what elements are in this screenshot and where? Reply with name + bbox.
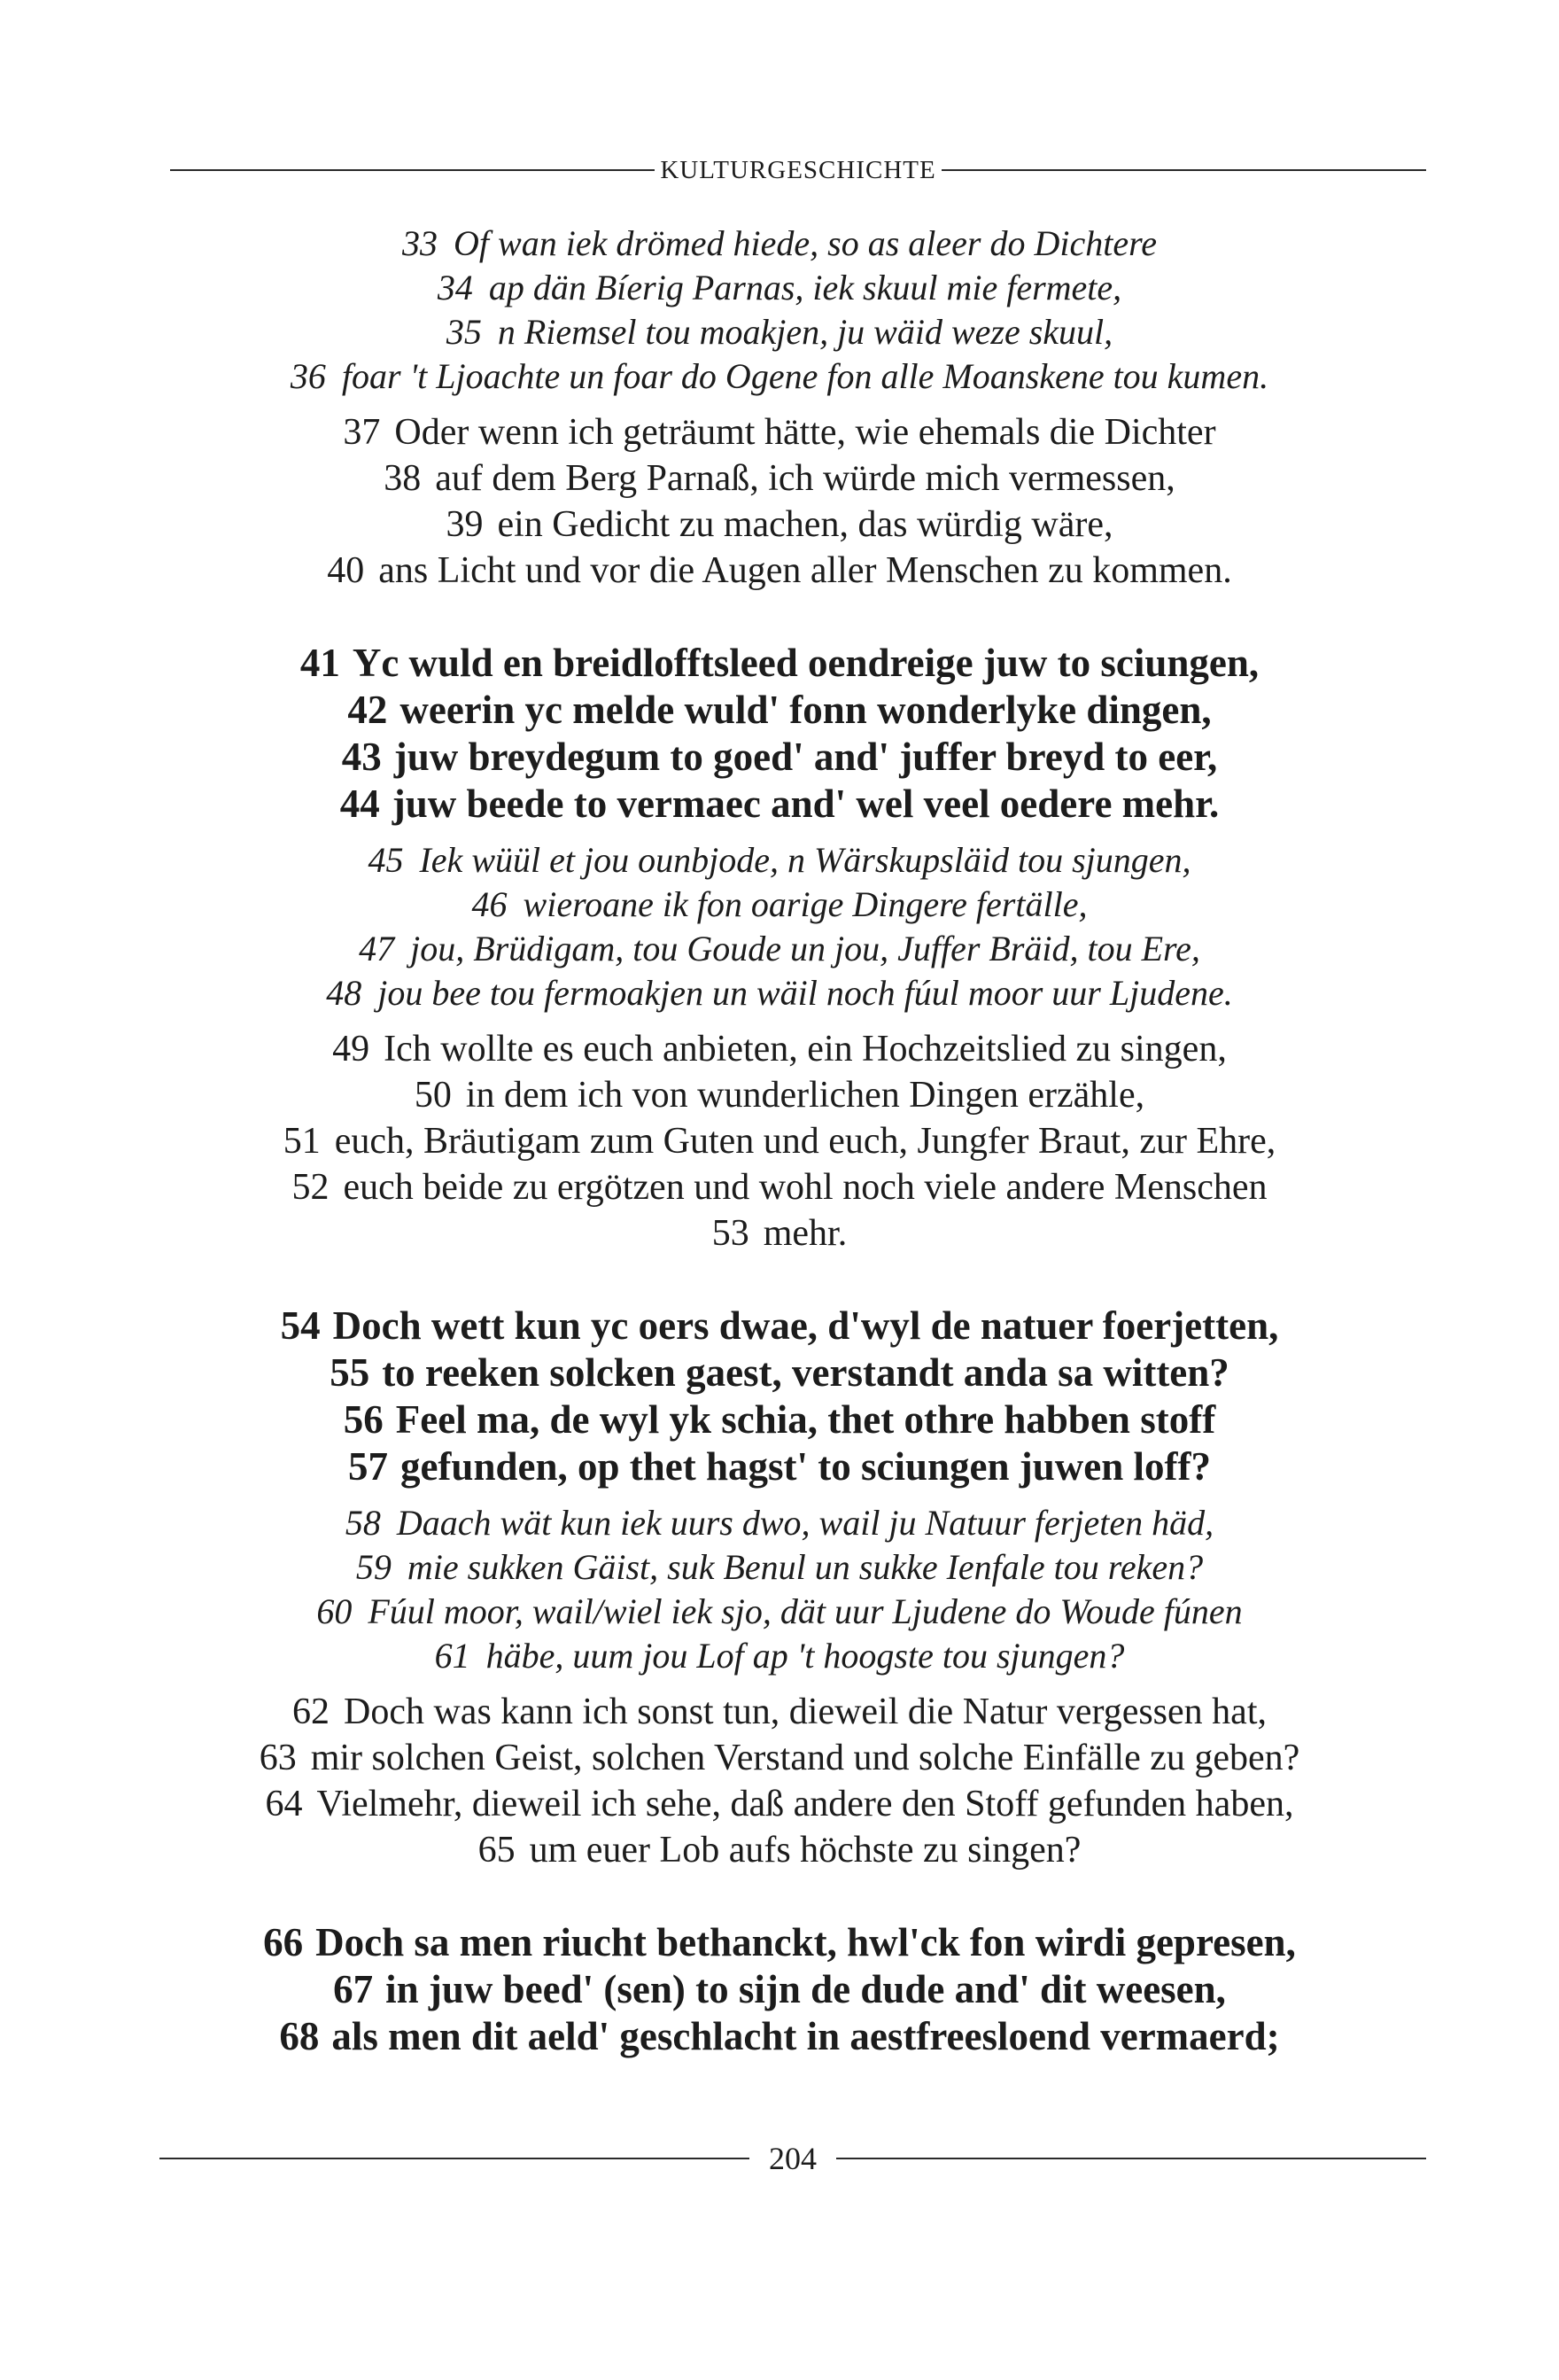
- line-number: 56: [343, 1397, 384, 1442]
- verse-text: Vielmehr, dieweil ich sehe, daß andere den Stoff gefunden haben,: [316, 1784, 1294, 1824]
- verse-line: [142, 310, 1417, 354]
- verse-line: [142, 1634, 1417, 1678]
- verse-line: [142, 781, 1417, 828]
- verse-line: [142, 971, 1417, 1015]
- verse-line: [142, 1396, 1417, 1443]
- line-number: 50: [414, 1075, 452, 1116]
- verse-text: mehr.: [763, 1213, 848, 1254]
- verse-line: [142, 266, 1417, 310]
- verse-line: [142, 1443, 1417, 1490]
- verse-line: [142, 1210, 1417, 1256]
- stanza-original-66-68: [142, 1919, 1417, 2060]
- line-number: 43: [341, 735, 382, 779]
- verse-line: [142, 1026, 1417, 1072]
- line-number: 60: [316, 1591, 353, 1631]
- verse-text: foar 't Ljoachte un foar do Ogene fon alle Moanskene tou kumen.: [341, 356, 1269, 396]
- verse-text: um euer Lob aufs höchste zu singen?: [529, 1830, 1082, 1871]
- verse-text: als men dit aeld' geschlacht in aestfreesloend vermaerd;: [331, 2014, 1280, 2058]
- verse-text: Oder wenn ich geträumt hätte, wie ehemals die Dichter: [394, 412, 1216, 453]
- poem-body: [142, 222, 1417, 2060]
- verse-line: [142, 222, 1417, 266]
- verse-line: [142, 734, 1417, 781]
- line-number: 46: [471, 884, 508, 924]
- line-number: 66: [263, 1920, 304, 1964]
- verse-text: Doch wett kun yc oers dwae, d'wyl de natuer foerjetten,: [332, 1303, 1279, 1348]
- stanza-original-41-44: [142, 640, 1417, 828]
- line-number: 36: [290, 356, 326, 396]
- verse-line: [142, 354, 1417, 399]
- line-number: 35: [446, 312, 482, 352]
- line-number: 53: [711, 1213, 749, 1254]
- verse-text: Fúul moor, wail/wiel iek sjo, dät uur Ljudene do Woude fúnen: [368, 1591, 1243, 1631]
- verse-text: Doch sa men riucht bethanckt, hwl'ck fon wirdi gepresen,: [315, 1920, 1296, 1964]
- verse-line: [142, 2013, 1417, 2060]
- line-number: 44: [339, 782, 380, 826]
- verse-text: Iek wüül et jou ounbjode, n Wärskupsläid tou sjungen,: [419, 840, 1191, 880]
- line-number: 68: [279, 2014, 320, 2058]
- verse-line: [142, 1072, 1417, 1118]
- verse-text: in juw beed' (sen) to sijn de dude and' dit weesen,: [385, 1967, 1226, 2011]
- page-number: 204: [769, 2141, 817, 2176]
- line-number: 38: [384, 458, 422, 499]
- line-number: 57: [347, 1444, 388, 1489]
- line-number: 62: [292, 1692, 330, 1732]
- footer-rule-left: [159, 2158, 749, 2159]
- verse-line: [142, 1827, 1417, 1873]
- line-number: 64: [265, 1784, 303, 1824]
- verse-line: [142, 687, 1417, 734]
- stanza-german-37-40: [142, 409, 1417, 594]
- verse-line: [142, 640, 1417, 687]
- line-number: 47: [359, 929, 395, 968]
- verse-text: jou, Brüdigam, tou Goude un jou, Juffer Bräid, tou Ere,: [410, 929, 1200, 968]
- verse-line: [142, 838, 1417, 883]
- verse-line: [142, 1501, 1417, 1545]
- stanza-frisian-58-61: [142, 1501, 1417, 1678]
- verse-line: [142, 1735, 1417, 1781]
- verse-text: to reeken solcken gaest, verstandt anda sa witten?: [382, 1350, 1229, 1395]
- verse-text: Feel ma, de wyl yk schia, thet othre habben stoff: [395, 1397, 1216, 1442]
- line-number: 45: [368, 840, 404, 880]
- verse-text: häbe, uum jou Lof ap 't hoogste tou sjungen?: [485, 1636, 1125, 1676]
- verse-text: Daach wät kun iek uurs dwo, wail ju Natuur ferjeten häd,: [396, 1503, 1214, 1543]
- line-number: 67: [333, 1967, 374, 2011]
- line-number: 51: [283, 1121, 321, 1162]
- verse-line: [142, 1590, 1417, 1634]
- stanza-original-54-57: [142, 1303, 1417, 1490]
- verse-line: [142, 1781, 1417, 1827]
- verse-text: gefunden, op thet hagst' to sciungen juwen loff?: [399, 1444, 1212, 1489]
- stanza-frisian-33-36: [142, 222, 1417, 399]
- verse-text: Yc wuld en breidlofftsleed oendreige juw to sciungen,: [352, 641, 1260, 685]
- verse-text: in dem ich von wunderlichen Dingen erzähle,: [465, 1075, 1145, 1116]
- verse-line: [142, 1164, 1417, 1210]
- line-number: 58: [345, 1503, 381, 1543]
- verse-line: [142, 883, 1417, 927]
- line-number: 54: [280, 1303, 321, 1348]
- verse-text: ein Gedicht zu machen, das würdig wäre,: [497, 504, 1113, 545]
- line-number: 40: [327, 550, 365, 591]
- verse-text: weerin yc melde wuld' fonn wonderlyke dingen,: [399, 688, 1212, 732]
- line-number: 55: [330, 1350, 370, 1395]
- verse-line: [142, 1118, 1417, 1164]
- verse-text: juw breydegum to goed' and' juffer breyd to eer,: [393, 735, 1218, 779]
- line-number: 49: [332, 1029, 370, 1069]
- verse-line: [142, 1966, 1417, 2013]
- verse-line: [142, 502, 1417, 548]
- stanza-frisian-45-48: [142, 838, 1417, 1015]
- verse-text: jou bee tou fermoakjen un wäil noch fúul moor uur Ljudene.: [377, 973, 1233, 1013]
- header-rule-left: [170, 169, 655, 171]
- verse-line: [142, 1545, 1417, 1590]
- running-header-title: KULTURGESCHICHTE: [660, 156, 936, 184]
- line-number: 63: [259, 1738, 297, 1778]
- verse-text: Doch was kann ich sonst tun, dieweil die Natur vergessen hat,: [344, 1692, 1267, 1732]
- stanza-german-62-65: [142, 1689, 1417, 1873]
- verse-text: n Riemsel tou moakjen, ju wäid weze skuul,: [497, 312, 1113, 352]
- line-number: 33: [402, 223, 438, 263]
- verse-text: auf dem Berg Parnaß, ich würde mich vermessen,: [435, 458, 1175, 499]
- verse-text: euch beide zu ergötzen und wohl noch viele andere Menschen: [343, 1167, 1268, 1208]
- stanza-german-49-53: [142, 1026, 1417, 1256]
- verse-line: [142, 409, 1417, 455]
- verse-text: Of wan iek drömed hiede, so as aleer do Dichtere: [454, 223, 1157, 263]
- line-number: 39: [446, 504, 484, 545]
- line-number: 34: [437, 268, 473, 307]
- verse-line: [142, 455, 1417, 502]
- verse-line: [142, 1919, 1417, 1966]
- line-number: 41: [299, 641, 340, 685]
- verse-text: juw beede to vermaec and' wel veel oedere mehr.: [392, 782, 1220, 826]
- verse-line: [142, 1689, 1417, 1735]
- line-number: 48: [326, 973, 362, 1013]
- verse-text: mie sukken Gäist, suk Benul un sukke Ienfale tou reken?: [407, 1547, 1204, 1587]
- verse-line: [142, 1349, 1417, 1396]
- line-number: 61: [434, 1636, 470, 1676]
- verse-text: wieroane ik fon oarige Dingere fertälle,: [523, 884, 1088, 924]
- line-number: 52: [291, 1167, 330, 1208]
- verse-text: ans Licht und vor die Augen aller Menschen zu kommen.: [378, 550, 1232, 591]
- verse-text: mir solchen Geist, solchen Verstand und solche Einfälle zu geben?: [310, 1738, 1300, 1778]
- verse-line: [142, 548, 1417, 594]
- line-number: 37: [343, 412, 381, 453]
- page-footer: [159, 2139, 1426, 2178]
- verse-text: Ich wollte es euch anbieten, ein Hochzeitslied zu singen,: [384, 1029, 1227, 1069]
- verse-line: [142, 927, 1417, 971]
- verse-text: ap dän Bíerig Parnas, iek skuul mie fermete,: [488, 268, 1122, 307]
- line-number: 65: [477, 1830, 516, 1871]
- running-header: [170, 152, 1426, 188]
- header-rule-right: [942, 169, 1426, 171]
- line-number: 59: [355, 1547, 392, 1587]
- verse-text: euch, Bräutigam zum Guten und euch, Jungfer Braut, zur Ehre,: [334, 1121, 1276, 1162]
- footer-rule-right: [836, 2158, 1426, 2159]
- verse-line: [142, 1303, 1417, 1349]
- line-number: 42: [347, 688, 388, 732]
